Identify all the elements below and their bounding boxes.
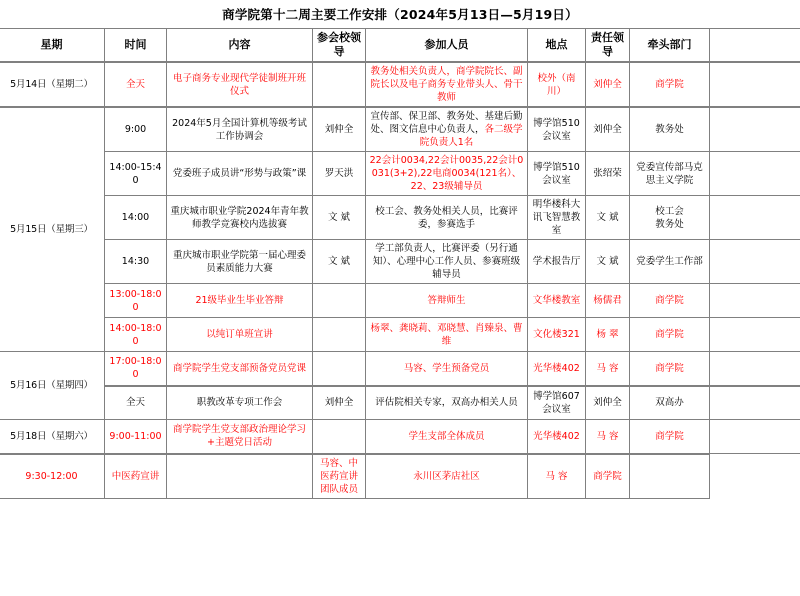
place-cell: 永川区茅店社区 bbox=[366, 454, 528, 499]
place-cell: 博学馆510会议室 bbox=[528, 152, 586, 196]
leader-cell bbox=[313, 352, 366, 386]
table-row bbox=[0, 386, 800, 420]
time-cell: 9:00 bbox=[105, 107, 167, 152]
table-row bbox=[0, 107, 800, 152]
leader-cell bbox=[313, 62, 366, 107]
extra-cell bbox=[710, 386, 800, 420]
leader-cell bbox=[313, 284, 366, 318]
topic-cell: 21级毕业生毕业答辩 bbox=[167, 284, 313, 318]
table-row bbox=[0, 284, 800, 318]
leader-cell bbox=[313, 420, 366, 454]
extra-cell bbox=[710, 107, 800, 152]
department-cell: 商学院 bbox=[630, 352, 710, 386]
table-row bbox=[0, 240, 800, 284]
column-header-place: 地点 bbox=[528, 29, 586, 63]
people-cell: 马容、中医药宣讲团队成员 bbox=[313, 454, 366, 499]
leader-cell: 刘仲全 bbox=[313, 107, 366, 152]
responsible-cell: 马 容 bbox=[528, 454, 586, 499]
leader-cell: 文 斌 bbox=[313, 196, 366, 240]
people-cell: 教务处相关负责人，商学院院长、副院长以及电子商务专业带头人、骨干教师 bbox=[366, 62, 528, 107]
table-row bbox=[0, 152, 800, 196]
extra-cell bbox=[710, 352, 800, 386]
topic-cell: 以纯订单班宣讲 bbox=[167, 318, 313, 352]
time-cell: 14:00 bbox=[105, 196, 167, 240]
responsible-cell: 马 容 bbox=[586, 420, 630, 454]
people-text-highlight: 各二级学院负责人1名 bbox=[419, 124, 523, 148]
time-cell: 13:00-18:00 bbox=[105, 284, 167, 318]
place-cell: 博学馆607会议室 bbox=[528, 386, 586, 420]
table-row bbox=[0, 62, 800, 107]
column-header-extra bbox=[710, 29, 800, 63]
responsible-cell: 文 斌 bbox=[586, 240, 630, 284]
column-header-topic: 内容 bbox=[167, 29, 313, 63]
people-cell: 评估院相关专家，双高办相关人员 bbox=[366, 386, 528, 420]
leader-cell: 文 斌 bbox=[313, 240, 366, 284]
topic-cell: 中医药宣讲 bbox=[105, 454, 167, 499]
table-header bbox=[0, 29, 800, 63]
responsible-cell: 马 容 bbox=[586, 352, 630, 386]
people-cell: 学生支部全体成员 bbox=[366, 420, 528, 454]
table-row bbox=[0, 420, 800, 454]
leader-cell: 刘仲全 bbox=[313, 386, 366, 420]
day-cell: 5月18日（星期六） bbox=[0, 420, 105, 454]
time-cell: 14:30 bbox=[105, 240, 167, 284]
extra-cell bbox=[710, 284, 800, 318]
column-header-dept: 牵头部门 bbox=[630, 29, 710, 63]
day-cell: 5月14日（星期二） bbox=[0, 62, 105, 107]
topic-cell: 电子商务专业现代学徒制班开班仪式 bbox=[167, 62, 313, 107]
responsible-cell: 刘仲全 bbox=[586, 386, 630, 420]
people-cell bbox=[366, 107, 528, 152]
people-text-primary: 宣传部、保卫部、教务处、基建后勤处、图文信息中心负责人， bbox=[370, 111, 523, 135]
time-cell: 9:00-11:00 bbox=[105, 420, 167, 454]
topic-cell: 商学院学生党支部政治理论学习+主题党日活动 bbox=[167, 420, 313, 454]
people-cell: 马容、学生预备党员 bbox=[366, 352, 528, 386]
responsible-cell: 刘仲全 bbox=[586, 107, 630, 152]
extra-cell bbox=[710, 196, 800, 240]
table-row bbox=[0, 196, 800, 240]
people-cell: 答辩师生 bbox=[366, 284, 528, 318]
column-header-resp: 责任领导 bbox=[586, 29, 630, 63]
leader-cell: 罗天洪 bbox=[313, 152, 366, 196]
department-cell: 商学院 bbox=[630, 420, 710, 454]
people-cell: 学工部负责人，比赛评委（另行通知）、心理中心工作人员、参赛班级辅导员 bbox=[366, 240, 528, 284]
time-cell: 9:30-12:00 bbox=[0, 454, 105, 499]
extra-cell bbox=[710, 62, 800, 107]
column-header-day: 星期 bbox=[0, 29, 105, 63]
place-cell: 文化楼321 bbox=[528, 318, 586, 352]
topic-cell: 商学院学生党支部预备党员党课 bbox=[167, 352, 313, 386]
leader-cell bbox=[167, 454, 313, 499]
time-cell: 全天 bbox=[105, 386, 167, 420]
extra-cell bbox=[630, 454, 710, 499]
place-cell: 学术报告厅 bbox=[528, 240, 586, 284]
department-cell: 校工会 教务处 bbox=[630, 196, 710, 240]
people-cell: 22会计0034,22会计0035,22会计0031(3+2),22电商0034(121名）、22、23级辅导员 bbox=[366, 152, 528, 196]
weekly-schedule-table bbox=[0, 28, 800, 499]
responsible-cell: 张绍荣 bbox=[586, 152, 630, 196]
extra-cell bbox=[710, 152, 800, 196]
time-cell: 14:00-15:40 bbox=[105, 152, 167, 196]
department-cell: 商学院 bbox=[630, 284, 710, 318]
extra-cell bbox=[710, 420, 800, 454]
time-cell: 14:00-18:00 bbox=[105, 318, 167, 352]
topic-cell: 重庆城市职业学院2024年青年教师教学竞赛校内选拔赛 bbox=[167, 196, 313, 240]
column-header-leader: 参会校领导 bbox=[313, 29, 366, 63]
department-cell: 党委宣传部马克思主义学院 bbox=[630, 152, 710, 196]
responsible-cell: 杨儒君 bbox=[586, 284, 630, 318]
extra-cell bbox=[710, 240, 800, 284]
people-cell: 杨翠、龚晓莉、邓晓慧、肖臻泉、曹维 bbox=[366, 318, 528, 352]
topic-cell: 2024年5月全国计算机等级考试工作协调会 bbox=[167, 107, 313, 152]
place-cell: 文华楼教室 bbox=[528, 284, 586, 318]
time-cell: 全天 bbox=[105, 62, 167, 107]
topic-cell: 党委班子成员讲“形势与政策”课 bbox=[167, 152, 313, 196]
responsible-cell: 刘仲全 bbox=[586, 62, 630, 107]
page-title: 商学院第十二周主要工作安排（2024年5月13日—5月19日） bbox=[222, 7, 578, 22]
place-cell: 博学馆510会议室 bbox=[528, 107, 586, 152]
topic-cell: 重庆城市职业学院第一届心理委员素质能力大赛 bbox=[167, 240, 313, 284]
day-cell: 5月16日（星期四） bbox=[0, 352, 105, 420]
topic-cell: 职教改革专项工作会 bbox=[167, 386, 313, 420]
place-cell: 明华楼科大讯飞智慧教室 bbox=[528, 196, 586, 240]
department-cell: 党委学生工作部 bbox=[630, 240, 710, 284]
time-cell: 17:00-18:00 bbox=[105, 352, 167, 386]
column-header-people: 参加人员 bbox=[366, 29, 528, 63]
responsible-cell: 文 斌 bbox=[586, 196, 630, 240]
place-cell: 光华楼402 bbox=[528, 420, 586, 454]
department-cell: 商学院 bbox=[630, 318, 710, 352]
leader-cell bbox=[313, 318, 366, 352]
department-cell: 商学院 bbox=[630, 62, 710, 107]
department-cell: 商学院 bbox=[586, 454, 630, 499]
place-cell: 光华楼402 bbox=[528, 352, 586, 386]
department-cell: 双高办 bbox=[630, 386, 710, 420]
department-cell: 教务处 bbox=[630, 107, 710, 152]
table-row bbox=[0, 454, 800, 499]
place-cell: 校外（南川） bbox=[528, 62, 586, 107]
responsible-cell: 杨 翠 bbox=[586, 318, 630, 352]
people-cell: 校工会、教务处相关人员，比赛评委，参赛选手 bbox=[366, 196, 528, 240]
column-header-time: 时间 bbox=[105, 29, 167, 63]
header-row bbox=[0, 29, 800, 63]
table-row bbox=[0, 352, 800, 386]
table-row bbox=[0, 318, 800, 352]
day-cell: 5月15日（星期三） bbox=[0, 107, 105, 352]
extra-cell bbox=[710, 318, 800, 352]
table-body bbox=[0, 62, 800, 498]
